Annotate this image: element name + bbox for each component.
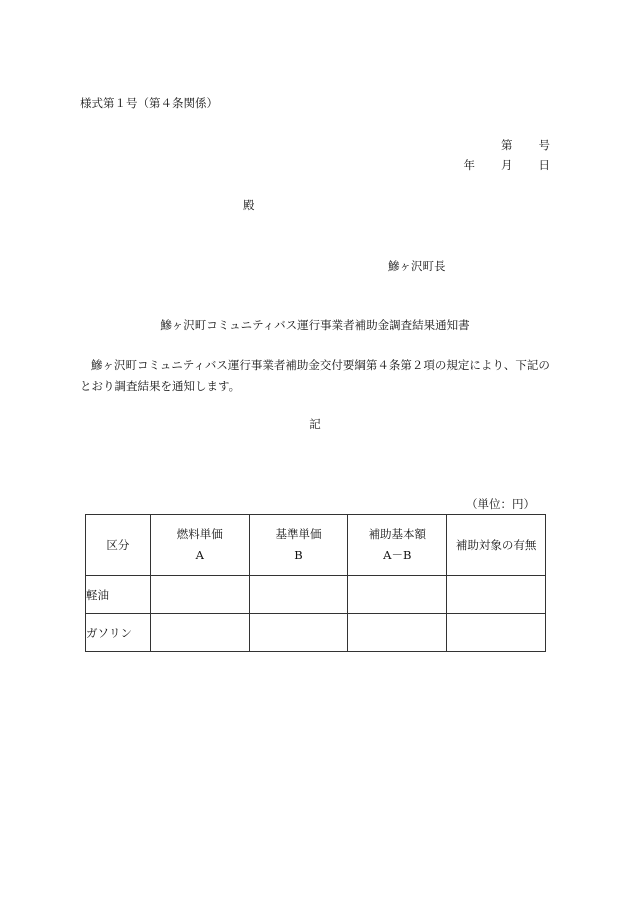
header-subsidy-base-label: 補助基本額 [368,527,427,541]
header-subsidy-base-formula: A－B [383,548,412,562]
date-line [464,157,551,173]
cell-gasoline-fuel-price[interactable] [150,614,249,652]
document-title: 鰺ヶ沢町コミュニティバス運行事業者補助金調査結果通知書 [160,318,470,332]
cell-gasoline-eligibility[interactable] [447,614,546,652]
date-month: 月 [501,158,513,172]
header-fuel-price [150,515,249,576]
table-row [86,614,546,652]
date-day: 日 [538,158,550,172]
date-year: 年 [463,158,475,172]
body-paragraph: 鰺ヶ沢町コミュニティバス運行事業者補助金交付要綱第４条第２項の規定により、下記のとおり調査結果を通知します。 [80,358,550,393]
cell-gasoline-base-price[interactable] [249,614,348,652]
cell-diesel-subsidy-base[interactable] [348,576,447,614]
cell-diesel-fuel-price[interactable] [150,576,249,614]
ki-heading: 記 [309,417,321,431]
unit-label: （単位：円） [466,497,535,511]
sender-name: 鰺ヶ沢町長 [388,259,446,273]
table-row [86,576,546,614]
header-base-price-symbol: B [294,548,303,562]
header-base-price-label: 基準単価 [275,527,322,541]
header-kubun [86,515,151,576]
doc-number-go: 号 [538,138,550,152]
addressee-suffix: 殿 [243,198,255,212]
header-subsidy-base [348,515,447,576]
header-kubun-label: 区分 [106,537,130,552]
cell-gasoline-subsidy-base[interactable] [348,614,447,652]
document-number-line [501,137,550,153]
form-label: 様式第１号（第４条関係） [80,96,218,110]
cell-diesel-base-price[interactable] [249,576,348,614]
row-label-diesel: 軽油 [86,576,151,614]
header-eligibility-label: 補助対象の有無 [455,537,537,552]
doc-number-dai: 第 [501,138,513,152]
header-base-price [249,515,348,576]
result-table [85,514,546,652]
header-eligibility [447,515,546,576]
table-header-row [86,515,546,576]
row-label-gasoline: ガソリン [86,614,151,652]
cell-diesel-eligibility[interactable] [447,576,546,614]
header-fuel-price-label: 燃料単価 [176,527,223,541]
header-fuel-price-symbol: A [195,548,204,562]
